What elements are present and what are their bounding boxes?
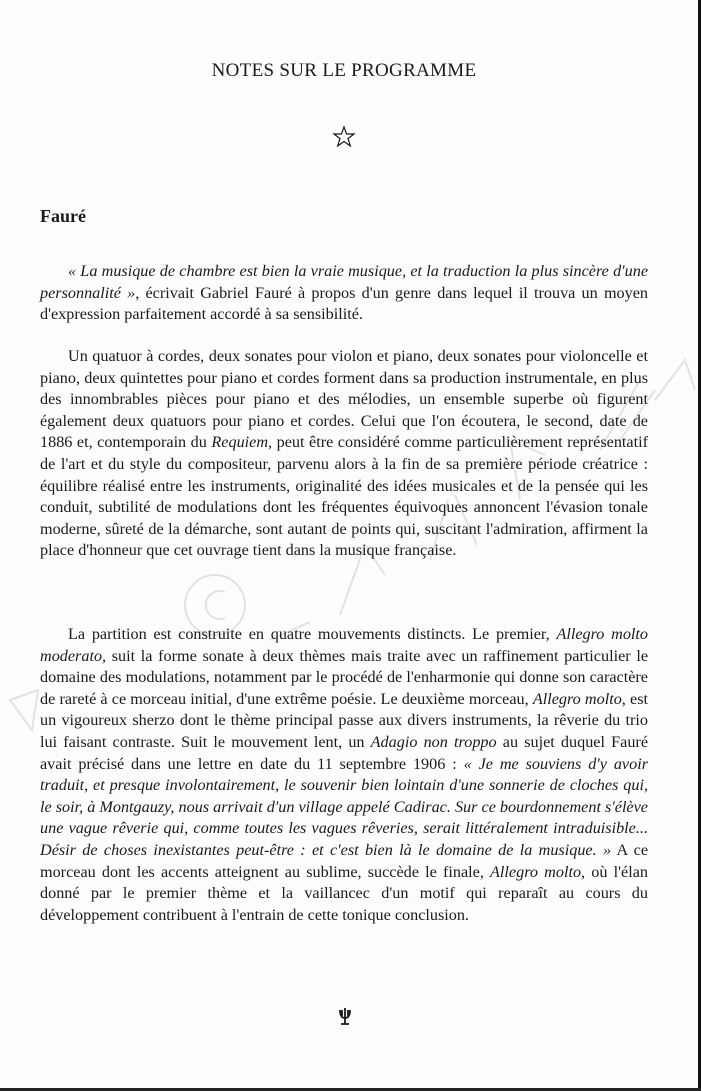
quote-text: « La musique de chambre est bien la vraie musique, et la traduction la plus sincère d'une personnalité » <box>40 262 648 302</box>
star-outline-icon <box>332 125 356 149</box>
paragraph-text: est un vigoureux sherzo dont le thème principal passe aux divers instruments, la rêverie du trio lui faisant contraste. Suit le mouvement lent, un <box>40 689 649 751</box>
movement-title: Allegro molto, <box>490 862 586 881</box>
paragraph-text: suit la forme sonate à deux thèmes mais traite avec un raffinement particulier le domaine des modulations, notamment par le procédé de l'enharmonie qui donne son caractère de rareté à ce morceau initial, d'une extrême poésie. Le deuxième morceau, <box>40 646 648 708</box>
paragraph-text: La partition est construite en quatre mouvements distincts. Le premier, <box>68 625 557 643</box>
work-title-requiem: Requiem, <box>211 433 273 452</box>
paragraph-text: peut être considéré comme particulièrement représentatif de l'art et du style du compositeur, parvenu alors à la fin de sa première période créatrice : équilibre réalisé entre les instruments, originalité des idées musicales et de la pensée qui les conduit, subtilité de modulations dont les fréquentes équivoques annoncent l'évasion tonale moderne, sûreté de la démarche, sont autant de points qui, suscitant l'admiration, affirment la place d'honneur que cet ouvrage tient dans la musique française. <box>40 433 648 560</box>
movement-title: Allegro molto, <box>532 689 626 708</box>
paragraph-movements <box>40 624 648 926</box>
fleuron-ornament-icon <box>338 1006 352 1026</box>
paragraph-quote-intro <box>40 261 648 326</box>
movement-title: Adagio non troppo <box>370 732 497 751</box>
paragraph-text: Un quatuor à cordes, deux sonates pour violon et piano, deux sonates pour violoncelle et piano, deux quintettes pour piano et cordes forment dans sa production instrumentale, en plus des innombrables pièces pour piano et des mélodies, un ensemble superbe où figurent également deux quatuors pour piano et cordes. Celui que l'on écoutera, le second, date de 1886 et, contemporain du <box>40 347 648 452</box>
movement-title: Allegro molto moderato, <box>40 625 649 665</box>
letter-quote: « Je me souviens d'y avoir traduit, et presque involontairement, le souvenir bien lointain d'une sonnerie de cloches qui, le soir, à Montgauzy, nous arrivait d'un village appelé Cadirac. Sur ce bourdonnement s'élève une vague rêverie qui, comme toutes les vagues rêveries, serait littéralement intraduisible... Désir de choses inexistantes peut-être : et c'est bien là le domaine de la musique. » <box>40 754 649 859</box>
paragraph-text: , écrivait Gabriel Fauré à propos d'un genre dans lequel il trouva un moyen d'expression parfaitement accordé à sa sensibilité. <box>40 283 649 324</box>
page-title: NOTES SUR LE PROGRAMME <box>211 60 477 81</box>
paragraph-quartet-overview <box>40 346 648 562</box>
paragraph-text: où l'élan donné par le premier thème et la vaillancec d'un motif qui reparaît au cours du développement contribuent à l'entrain de cette tonique conclusion. <box>40 862 648 924</box>
section-heading: Fauré <box>40 206 86 226</box>
paragraph-text: au sujet duquel Fauré avait précisé dans une lettre en date du 11 septembre 1906 : <box>40 732 648 773</box>
paragraph-text: A ce morceau dont les accents atteignent au sublime, succède le finale, <box>40 840 648 881</box>
